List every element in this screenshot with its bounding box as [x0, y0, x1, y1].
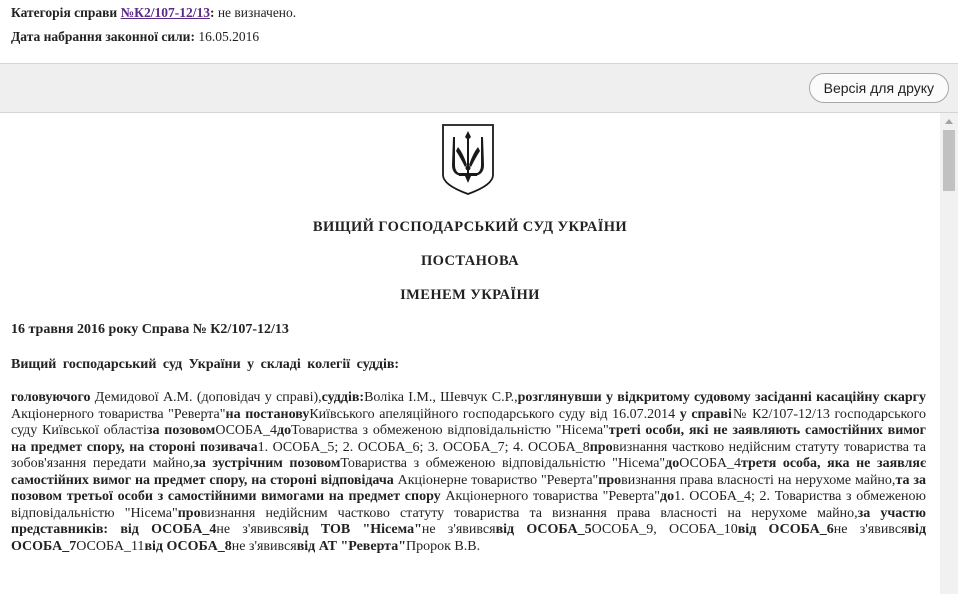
body-text-segment: Демидової А.М. (доповідач у справі),: [90, 390, 322, 405]
scroll-thumb[interactable]: [943, 130, 955, 191]
body-text-segment: не з'явився: [833, 522, 908, 537]
body-bold-segment: розглянувши у відкритому судовому засіданні касаційну скаргу: [517, 390, 926, 405]
body-bold-segment: від ТОВ "Нісема": [290, 522, 422, 537]
body-bold-segment: про: [589, 439, 613, 455]
body-text-segment: Акціонерного товариства "Реверта": [11, 406, 226, 422]
body-bold-segment: від ОСОБА_7: [11, 522, 927, 554]
body-bold-segment: до: [659, 489, 675, 504]
trident-emblem-icon: [441, 123, 495, 196]
body-bold-segment: третя особа, яка не заявляє самостійних вимог на предмет спору, на стороні відповідача: [11, 456, 927, 488]
effective-date-label: Дата набрання законної сили:: [11, 29, 195, 44]
body-text-segment: не з'явився: [231, 538, 297, 554]
body-text-segment: ОСОБА_9, ОСОБА_10: [591, 522, 738, 537]
category-label: Категорія справи: [11, 5, 118, 20]
body-bold-segment: за позовом: [146, 423, 216, 438]
body-text-segment: Воліка І.М., Шевчук С.Р.,: [364, 390, 518, 405]
body-text-segment: ОСОБА_4: [679, 456, 741, 471]
body-bold-segment: треті особи, які не заявляють самостійних вимог на предмет спору, на стороні позивача: [11, 423, 926, 455]
document-viewer: [0, 113, 940, 594]
court-name-heading: ВИЩИЙ ГОСПОДАРСЬКИЙ СУД УКРАЇНИ: [312, 219, 628, 235]
body-bold-segment: та за позовом третьої особи з самостійними вимогами на предмет спору: [11, 472, 926, 504]
body-text-segment: Товариства з обмеженою відповідальністю "Нісема": [340, 456, 666, 471]
body-bold-segment: від ОСОБА_8: [144, 538, 232, 554]
body-text-segment: не з'явився: [216, 522, 291, 537]
body-text-segment: визнання частково недійсним статуту товариства та зобов'язання передати майно,: [11, 439, 927, 471]
scroll-up-arrow-icon[interactable]: [945, 119, 953, 124]
body-bold-segment: головуючого: [11, 390, 91, 405]
body-text-segment: 1. ОСОБА_5; 2. ОСОБА_6; 3. ОСОБА_7; 4. ОСОБА_8: [257, 439, 590, 455]
body-text-segment: ОСОБА_4: [215, 423, 278, 438]
body-bold-segment: на постанову: [225, 406, 310, 422]
document-type-heading: ПОСТАНОВА: [420, 253, 519, 269]
body-text-segment: ОСОБА_11: [76, 538, 145, 554]
body-bold-segment: за участю представників: від ОСОБА_4: [11, 505, 926, 537]
body-bold-segment: про: [177, 505, 201, 521]
category-value: не визначено.: [217, 5, 297, 20]
body-bold-segment: у справі: [679, 406, 732, 422]
body-text-segment: не з'явився: [421, 522, 496, 537]
category-row: [11, 1, 951, 25]
body-text-segment: Пророк В.В.: [406, 538, 481, 554]
body-bold-segment: суддів:: [321, 390, 365, 405]
category-colon: :: [209, 5, 215, 20]
body-bold-segment: до: [665, 456, 680, 471]
effective-date-value: 16.05.2016: [198, 29, 260, 44]
body-bold-segment: за зустрічним позовом: [193, 456, 341, 471]
body-bold-segment: до: [277, 423, 292, 438]
body-text-segment: Київського апеляційного господарського суду від 16.07.2014: [309, 406, 680, 422]
effective-date-row: [11, 25, 951, 49]
print-version-button[interactable]: Версія для друку: [809, 73, 949, 103]
decision-body-text: [11, 390, 926, 555]
body-bold-segment: від ОСОБА_5: [495, 522, 592, 537]
body-text-segment: Товариства з обмеженою відповідальністю "Нісема": [291, 423, 609, 438]
in-name-heading: ІМЕНЕМ УКРАЇНИ: [400, 287, 540, 303]
document-scrollbar[interactable]: [940, 113, 958, 594]
case-number-link[interactable]: №К2/107-12/13: [120, 5, 210, 20]
body-bold-segment: від ОСОБА_6: [737, 522, 834, 537]
body-text-segment: визнання права власності на нерухоме майно,: [621, 472, 896, 488]
body-text-segment: № К2/107-12/13 господарського суду Київської області: [11, 406, 926, 438]
body-bold-segment: від АТ "Реверта": [296, 538, 407, 554]
case-meta: [11, 0, 951, 49]
toolbar: [0, 63, 958, 113]
body-text-segment: 1. ОСОБА_4; 2. Товариства з обмеженою відповідальністю "Нісема": [11, 489, 926, 521]
decision-date-case-line: 16 травня 2016 року Справа № К2/107-12/13: [11, 322, 289, 337]
body-text-segment: визнання недійсним частково статуту товариства та визнання права власності на нерухоме майно,: [200, 505, 858, 521]
body-text-segment: Акціонерне товариство "Реверта": [393, 472, 599, 488]
body-text-segment: Акціонерного товариства "Реверта": [440, 489, 660, 504]
judge-panel-line: Вищий господарський суд України у складі колегії суддів:: [11, 357, 400, 372]
body-bold-segment: про: [598, 472, 622, 488]
